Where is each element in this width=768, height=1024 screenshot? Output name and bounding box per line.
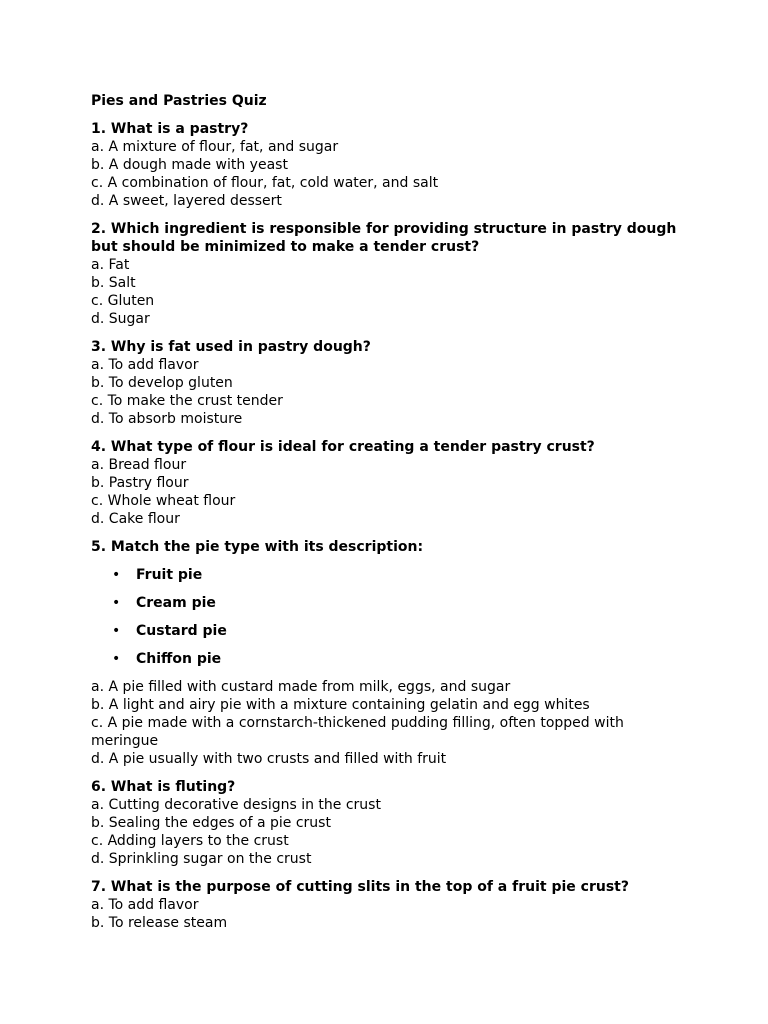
question-4 — [91, 438, 691, 528]
answer-option: d. Sugar — [91, 311, 150, 327]
answer-option: d. Cake flour — [91, 511, 180, 527]
answer-option: c. A combination of flour, fat, cold water, and salt — [91, 175, 439, 191]
pie-type-label: Fruit pie — [136, 567, 203, 583]
answer-option: b. Pastry flour — [91, 475, 189, 491]
document-content — [91, 92, 691, 942]
question-5 — [91, 538, 691, 768]
question-1 — [91, 120, 691, 210]
bullet-icon: • — [112, 651, 121, 667]
pie-type-label: Cream pie — [136, 595, 216, 611]
answer-option: a. Bread flour — [91, 457, 187, 473]
answer-option: a. A mixture of flour, fat, and sugar — [91, 139, 339, 155]
question-text: 2. Which ingredient is responsible for providing structure in pastry dough but should be minimized to make a tender crust? — [91, 221, 677, 255]
pie-type-item — [91, 650, 691, 668]
answer-option: b. A dough made with yeast — [91, 157, 288, 173]
answer-option: b. Sealing the edges of a pie crust — [91, 815, 331, 831]
answer-option: c. A pie made with a cornstarch-thickened pudding filling, often topped with meringue — [91, 715, 624, 749]
answer-option: b. To develop gluten — [91, 375, 233, 391]
answer-option: d. A sweet, layered dessert — [91, 193, 282, 209]
answer-option: b. A light and airy pie with a mixture containing gelatin and egg whites — [91, 697, 590, 713]
answer-option: a. Fat — [91, 257, 130, 273]
pie-type-list — [91, 566, 691, 668]
answer-option: b. To release steam — [91, 915, 228, 931]
document-title: Pies and Pastries Quiz — [91, 93, 267, 109]
question-text: 3. Why is fat used in pastry dough? — [91, 339, 371, 355]
question-6 — [91, 778, 691, 868]
bullet-icon: • — [112, 567, 121, 583]
answer-option: d. A pie usually with two crusts and filled with fruit — [91, 751, 447, 767]
question-2 — [91, 220, 691, 328]
question-3 — [91, 338, 691, 428]
answer-option: c. Adding layers to the crust — [91, 833, 289, 849]
pie-type-label: Chiffon pie — [136, 651, 222, 667]
answer-option: a. To add flavor — [91, 897, 199, 913]
answer-option: d. To absorb moisture — [91, 411, 243, 427]
answer-option: c. Gluten — [91, 293, 155, 309]
pie-type-item — [91, 622, 691, 640]
question-text: 6. What is fluting? — [91, 779, 236, 795]
answer-option: d. Sprinkling sugar on the crust — [91, 851, 312, 867]
pie-type-label: Custard pie — [136, 623, 227, 639]
question-7 — [91, 878, 691, 932]
answer-option: c. To make the crust tender — [91, 393, 283, 409]
bullet-icon: • — [112, 595, 121, 611]
answer-option: c. Whole wheat flour — [91, 493, 236, 509]
answer-option: a. A pie filled with custard made from milk, eggs, and sugar — [91, 679, 511, 695]
answer-option: a. To add flavor — [91, 357, 199, 373]
question-text: 4. What type of flour is ideal for creating a tender pastry crust? — [91, 439, 595, 455]
pie-type-item — [91, 594, 691, 612]
answer-option: b. Salt — [91, 275, 136, 291]
bullet-icon: • — [112, 623, 121, 639]
question-text: 1. What is a pastry? — [91, 121, 249, 137]
answer-option: a. Cutting decorative designs in the crust — [91, 797, 381, 813]
question-text: 7. What is the purpose of cutting slits in the top of a fruit pie crust? — [91, 879, 629, 895]
pie-type-item — [91, 566, 691, 584]
question-text: 5. Match the pie type with its description: — [91, 539, 424, 555]
